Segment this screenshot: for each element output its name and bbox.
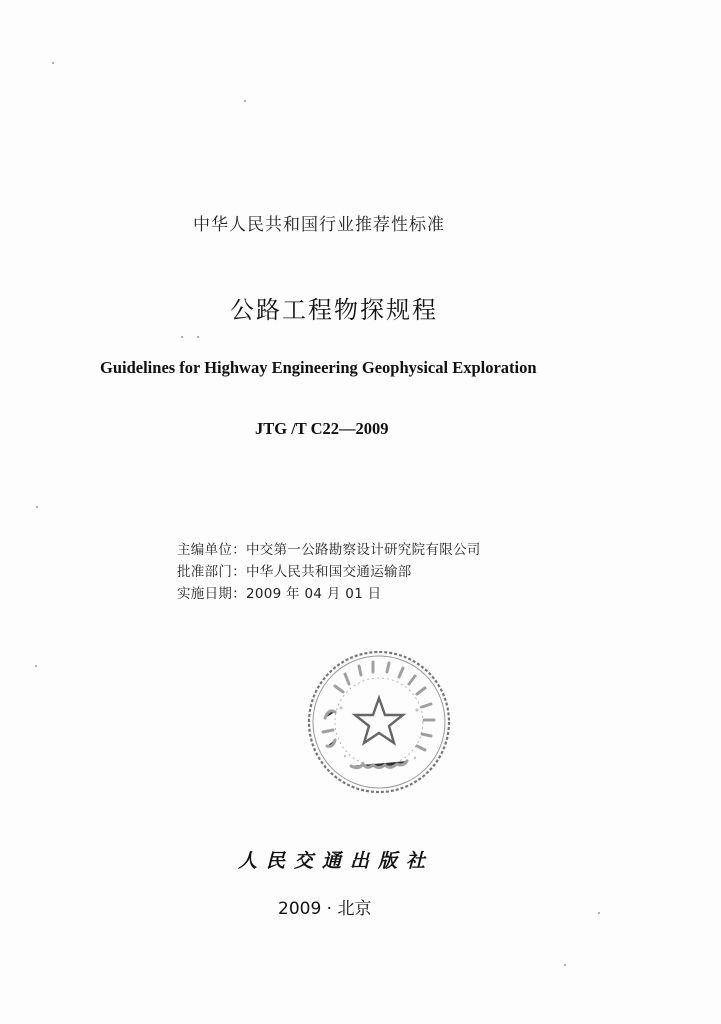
scan-speck — [244, 100, 246, 102]
standard-code: JTG /T C22—2009 — [255, 419, 389, 438]
approving-department: 批准部门：中华人民共和国交通运输部 — [177, 564, 412, 580]
title-chinese: 公路工程物探规程 — [230, 296, 438, 324]
publisher-name: 人民交通出版社 — [238, 850, 435, 872]
scan-speck — [197, 336, 199, 338]
scan-speck — [181, 336, 183, 338]
scan-speck — [52, 62, 54, 64]
scan-speck — [598, 912, 600, 914]
title-english: Guidelines for Highway Engineering Geophysical Exploration — [100, 358, 537, 377]
publication-place-year: 2009 · 北京 — [278, 899, 372, 919]
scan-speck — [35, 665, 37, 667]
editor-unit: 主编单位：中交第一公路勘察设计研究院有限公司 — [177, 542, 481, 558]
scan-speck — [36, 506, 38, 508]
scan-speck — [564, 964, 566, 966]
official-seal-icon — [305, 648, 453, 796]
standard-category: 中华人民共和国行业推荐性标准 — [193, 215, 445, 235]
effective-date: 实施日期：2009 年 04 月 01 日 — [177, 586, 382, 602]
